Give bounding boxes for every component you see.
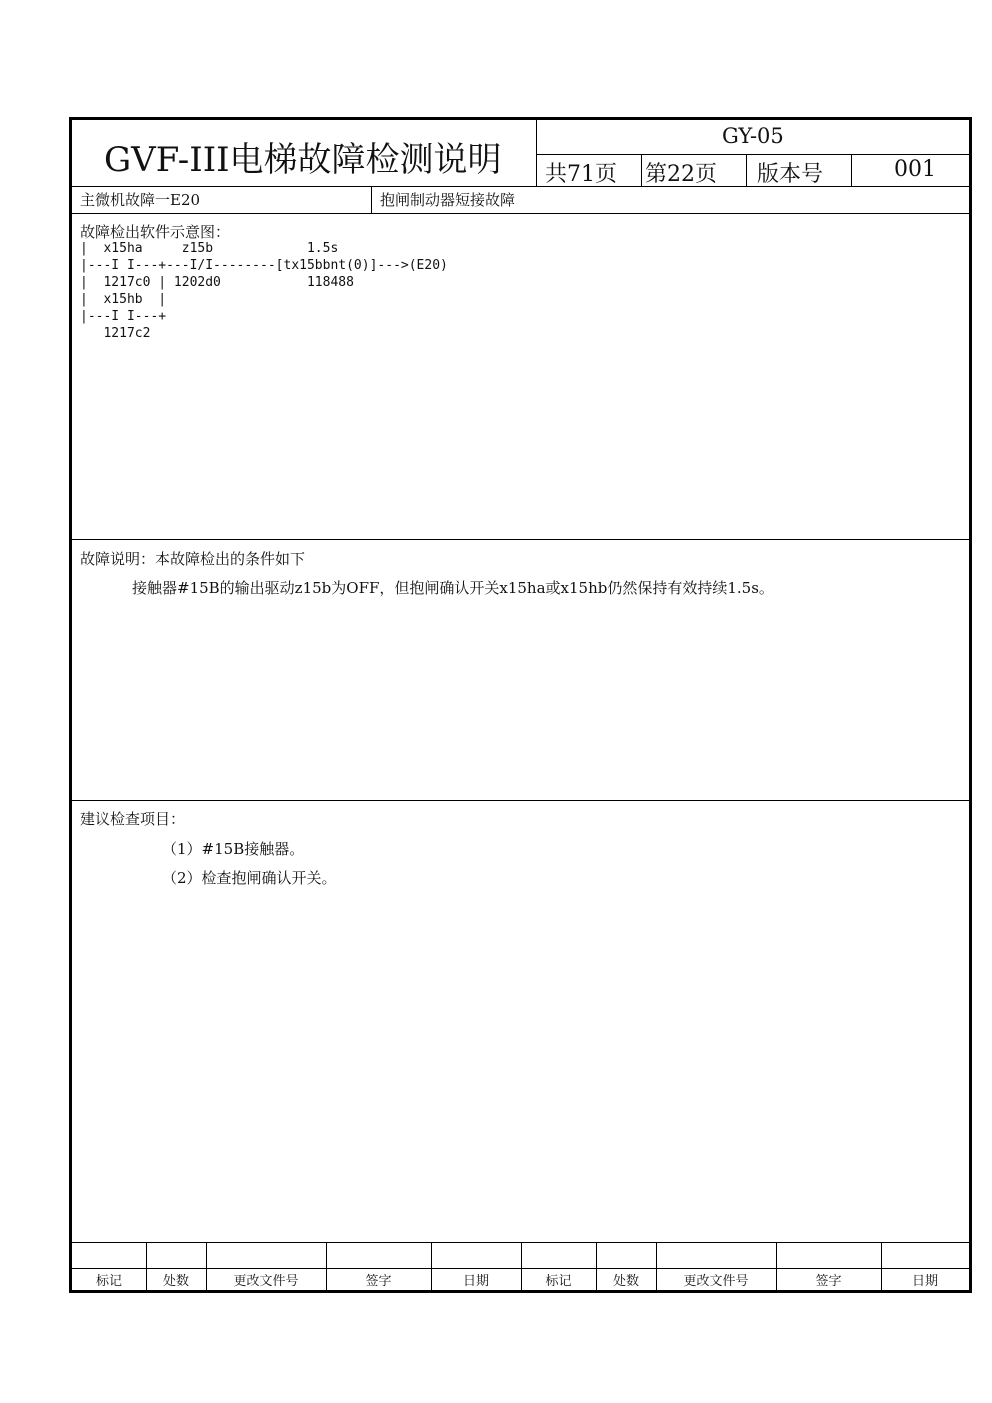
header-divider: [536, 120, 537, 186]
version-value: 001: [894, 157, 936, 182]
section-rule: [72, 539, 969, 540]
checks-heading: 建议检查项目：: [80, 810, 186, 828]
footer-label: 标记: [545, 1274, 572, 1289]
description-text: 接触器#15B的输出驱动z15b为OFF，但抱闸确认开关x15ha或x15hb仍然保持有效持续1.5s。: [132, 579, 774, 597]
ladder-line: 1217c2: [80, 326, 151, 341]
total-pages: 共71页: [545, 162, 617, 187]
cell-divider: [641, 154, 642, 186]
footer-label: 日期: [911, 1274, 938, 1289]
ladder-diagram: [80, 240, 448, 342]
version-label: 版本号: [757, 162, 824, 187]
fault-name: 抱闸制动器短接故障: [380, 191, 516, 209]
footer-label: 更改文件号: [683, 1274, 749, 1289]
section-rule: [72, 800, 969, 801]
cell-divider: [746, 154, 747, 186]
footer-label: 日期: [462, 1274, 489, 1289]
diagram-heading: 故障检出软件示意图：: [80, 223, 231, 241]
page-number: 第22页: [645, 162, 717, 187]
cell-divider: [851, 154, 852, 186]
ladder-line: | x15hb |: [80, 292, 167, 307]
footer-label: 标记: [95, 1274, 122, 1289]
footer-label: 更改文件号: [233, 1274, 299, 1289]
fault-row-rule: [72, 213, 969, 214]
footer-label: 处数: [162, 1274, 189, 1289]
check-item: （2）检查抱闸确认开关。: [162, 869, 337, 887]
footer-label: 签字: [815, 1274, 842, 1289]
header-bottom-rule: [72, 186, 969, 187]
doc-code: GY-05: [722, 124, 784, 148]
header-rule: [536, 154, 969, 155]
fault-row-divider: [371, 186, 372, 213]
footer-label: 签字: [365, 1274, 392, 1289]
document-title: GVF-III电梯故障检测说明: [104, 140, 502, 180]
description-heading: 故障说明：本故障检出的条件如下: [80, 550, 306, 568]
ladder-line: |---I I---+---I/I--------[tx15bbnt(0)]--->(E20): [80, 258, 448, 273]
ladder-line: | 1217c0 | 1202d0 118488: [80, 275, 354, 290]
ladder-line: |---I I---+: [80, 309, 167, 324]
footer-label: 处数: [612, 1274, 639, 1289]
fault-code: 主微机故障一E20: [80, 191, 201, 209]
check-item: （1）#15B接触器。: [162, 840, 305, 858]
ladder-line: | x15ha z15b 1.5s: [80, 241, 339, 256]
